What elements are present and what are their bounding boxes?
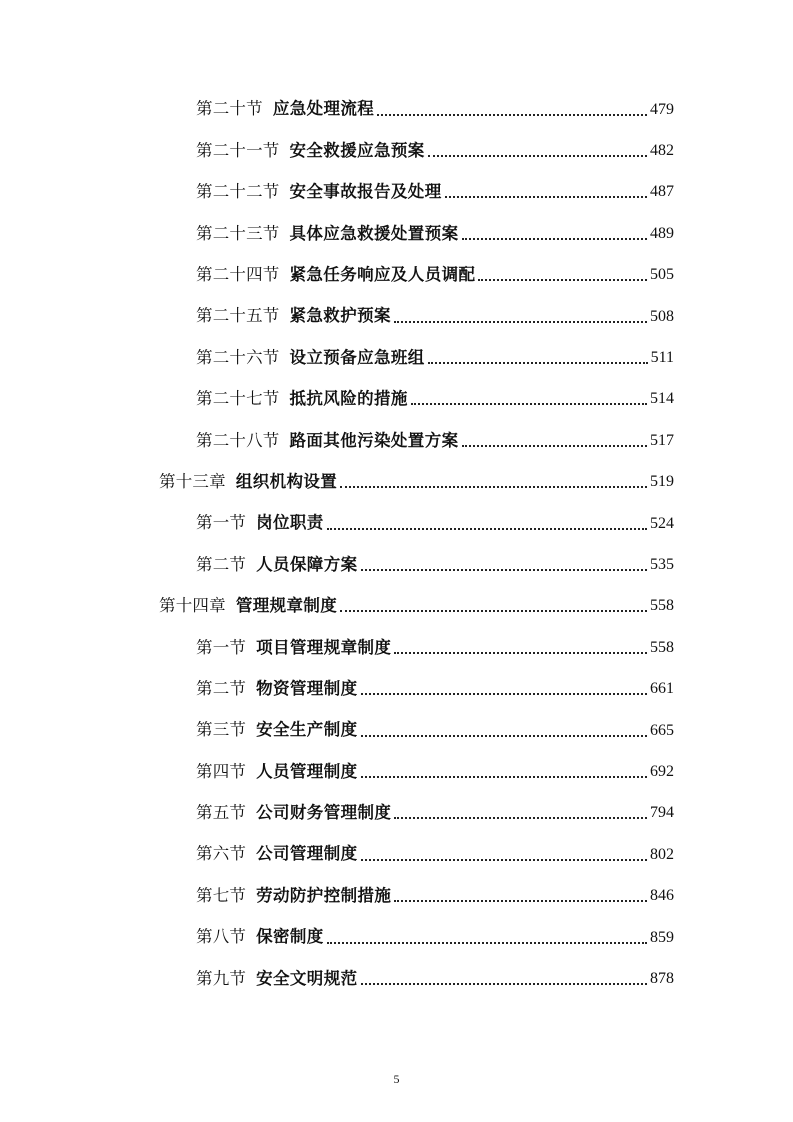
toc-entry[interactable] bbox=[0, 379, 793, 420]
toc-entry-title: 应急处理流程 bbox=[272, 99, 375, 119]
toc-entry-number: 第二十六节 bbox=[196, 347, 280, 367]
toc-entry-title: 保密制度 bbox=[256, 927, 324, 947]
toc-entry-number: 第二十四节 bbox=[196, 265, 280, 284]
toc-entry-page: 859 bbox=[650, 928, 674, 946]
dot-leader bbox=[411, 403, 647, 405]
toc-entry-page: 482 bbox=[650, 142, 674, 160]
toc-entry-page: 878 bbox=[650, 969, 674, 987]
dot-leader bbox=[361, 859, 647, 861]
toc-entry-number: 第二十五节 bbox=[196, 306, 280, 326]
dot-leader bbox=[377, 114, 647, 116]
dot-leader bbox=[445, 196, 647, 198]
toc-entry-number: 第三节 bbox=[196, 720, 247, 740]
toc-entry-page: 487 bbox=[650, 183, 674, 201]
toc-entry[interactable] bbox=[0, 668, 793, 709]
dot-leader bbox=[428, 362, 648, 364]
toc-entry-title: 安全事故报告及处理 bbox=[289, 182, 442, 202]
dot-leader bbox=[340, 610, 647, 612]
toc-entry-number: 第二十七节 bbox=[196, 389, 280, 409]
dot-leader bbox=[394, 321, 647, 323]
toc-entry[interactable] bbox=[0, 89, 793, 130]
toc-entry-title: 物资管理制度 bbox=[256, 678, 358, 698]
dot-leader bbox=[340, 486, 647, 488]
toc-entry-page: 692 bbox=[650, 762, 674, 780]
toc-entry[interactable] bbox=[0, 710, 793, 751]
toc-entry-title: 管理规章制度 bbox=[235, 596, 338, 616]
toc-entry[interactable] bbox=[0, 130, 793, 171]
toc-entry[interactable] bbox=[0, 627, 793, 668]
toc-entry-page: 508 bbox=[650, 307, 674, 325]
toc-entry[interactable] bbox=[0, 751, 793, 792]
toc-entry-title: 路面其他污染处置方案 bbox=[289, 430, 459, 450]
toc-entry[interactable] bbox=[0, 793, 793, 834]
toc-entry-page: 558 bbox=[650, 638, 674, 656]
toc-entry-page: 535 bbox=[650, 555, 674, 573]
toc-entry-page: 558 bbox=[650, 597, 674, 615]
toc-entry-title: 安全文明规范 bbox=[256, 968, 358, 988]
toc-entry-number: 第二十三节 bbox=[196, 223, 280, 243]
dot-leader bbox=[428, 155, 647, 157]
toc-entry-number: 第二十节 bbox=[196, 99, 263, 119]
toc-entry-title: 岗位职责 bbox=[256, 513, 324, 533]
dot-leader bbox=[478, 279, 647, 281]
toc-entry-number: 第十四章 bbox=[159, 596, 226, 616]
toc-entry-title: 项目管理规章制度 bbox=[256, 637, 392, 657]
toc-entry[interactable] bbox=[0, 544, 793, 585]
toc-entry[interactable] bbox=[0, 255, 793, 296]
toc-entry-title: 公司管理制度 bbox=[256, 844, 358, 864]
toc-entry-number: 第五节 bbox=[196, 803, 247, 823]
toc-entry-number: 第七节 bbox=[196, 885, 247, 905]
toc-entry[interactable] bbox=[0, 834, 793, 875]
toc-entry[interactable] bbox=[0, 172, 793, 213]
toc-entry-number: 第二十一节 bbox=[196, 140, 280, 160]
dot-leader bbox=[361, 983, 647, 985]
toc-entry-page: 846 bbox=[650, 887, 674, 905]
dot-leader bbox=[361, 693, 647, 695]
toc-entry-title: 抵抗风险的措施 bbox=[289, 389, 408, 409]
toc-entry-number: 第一节 bbox=[196, 513, 247, 533]
toc-entry[interactable] bbox=[0, 296, 793, 337]
dot-leader bbox=[394, 900, 647, 902]
toc-entry-page: 665 bbox=[650, 721, 674, 739]
toc-entry-number: 第一节 bbox=[196, 637, 247, 657]
toc-entry-number: 第九节 bbox=[196, 968, 247, 988]
toc-entry-page: 505 bbox=[650, 266, 674, 284]
toc-entry-number: 第二节 bbox=[196, 554, 247, 574]
dot-leader bbox=[327, 528, 647, 530]
dot-leader bbox=[361, 569, 647, 571]
toc-entry-title: 安全生产制度 bbox=[256, 720, 358, 740]
dot-leader bbox=[361, 735, 647, 737]
toc-entry-page: 479 bbox=[650, 100, 674, 118]
toc-entry-title: 设立预备应急班组 bbox=[289, 347, 425, 367]
toc-entry-number: 第十三章 bbox=[159, 471, 226, 491]
dot-leader bbox=[327, 942, 647, 944]
toc-entry[interactable] bbox=[0, 213, 793, 254]
toc-entry-number: 第六节 bbox=[196, 844, 247, 864]
toc-entry-title: 安全救援应急预案 bbox=[289, 140, 425, 160]
toc-entry[interactable] bbox=[0, 958, 793, 999]
toc-entry-number: 第二十二节 bbox=[196, 182, 280, 202]
toc-entry-title: 组织机构设置 bbox=[235, 471, 338, 491]
toc-entry-title: 公司财务管理制度 bbox=[256, 803, 392, 823]
toc-entry-title: 劳动防护控制措施 bbox=[256, 885, 392, 905]
toc-entry-title: 具体应急救援处置预案 bbox=[289, 223, 459, 243]
toc-entry-page: 794 bbox=[650, 804, 674, 822]
toc-entry-page: 514 bbox=[650, 390, 674, 408]
toc-entry[interactable] bbox=[0, 917, 793, 958]
page-number: 5 bbox=[393, 1072, 400, 1086]
toc-entry[interactable] bbox=[0, 337, 793, 378]
toc-entry-number: 第四节 bbox=[196, 761, 247, 781]
toc-entry-page: 519 bbox=[650, 473, 674, 491]
dot-leader bbox=[462, 238, 648, 240]
table-of-contents bbox=[0, 89, 793, 1000]
toc-entry-title: 人员保障方案 bbox=[256, 554, 358, 574]
toc-entry[interactable] bbox=[0, 875, 793, 916]
toc-entry-number: 第二节 bbox=[196, 678, 247, 698]
toc-entry-title: 紧急救护预案 bbox=[289, 306, 391, 326]
toc-entry-number: 第八节 bbox=[196, 927, 247, 947]
toc-entry-page: 661 bbox=[650, 680, 674, 698]
toc-entry-page: 517 bbox=[650, 431, 674, 449]
dot-leader bbox=[394, 652, 647, 654]
toc-entry-page: 511 bbox=[650, 349, 674, 367]
toc-entry-page: 489 bbox=[650, 224, 674, 242]
dot-leader bbox=[361, 776, 647, 778]
toc-entry-title: 人员管理制度 bbox=[256, 761, 358, 781]
toc-entry-title: 紧急任务响应及人员调配 bbox=[289, 265, 476, 284]
toc-entry[interactable] bbox=[0, 503, 793, 544]
dot-leader bbox=[394, 817, 647, 819]
toc-entry-page: 802 bbox=[650, 845, 674, 863]
toc-chapter-entry[interactable] bbox=[0, 586, 793, 627]
toc-chapter-entry[interactable] bbox=[0, 462, 793, 503]
toc-entry-number: 第二十八节 bbox=[196, 430, 280, 450]
toc-entry[interactable] bbox=[0, 420, 793, 461]
dot-leader bbox=[462, 445, 648, 447]
toc-entry-page: 524 bbox=[650, 514, 674, 532]
